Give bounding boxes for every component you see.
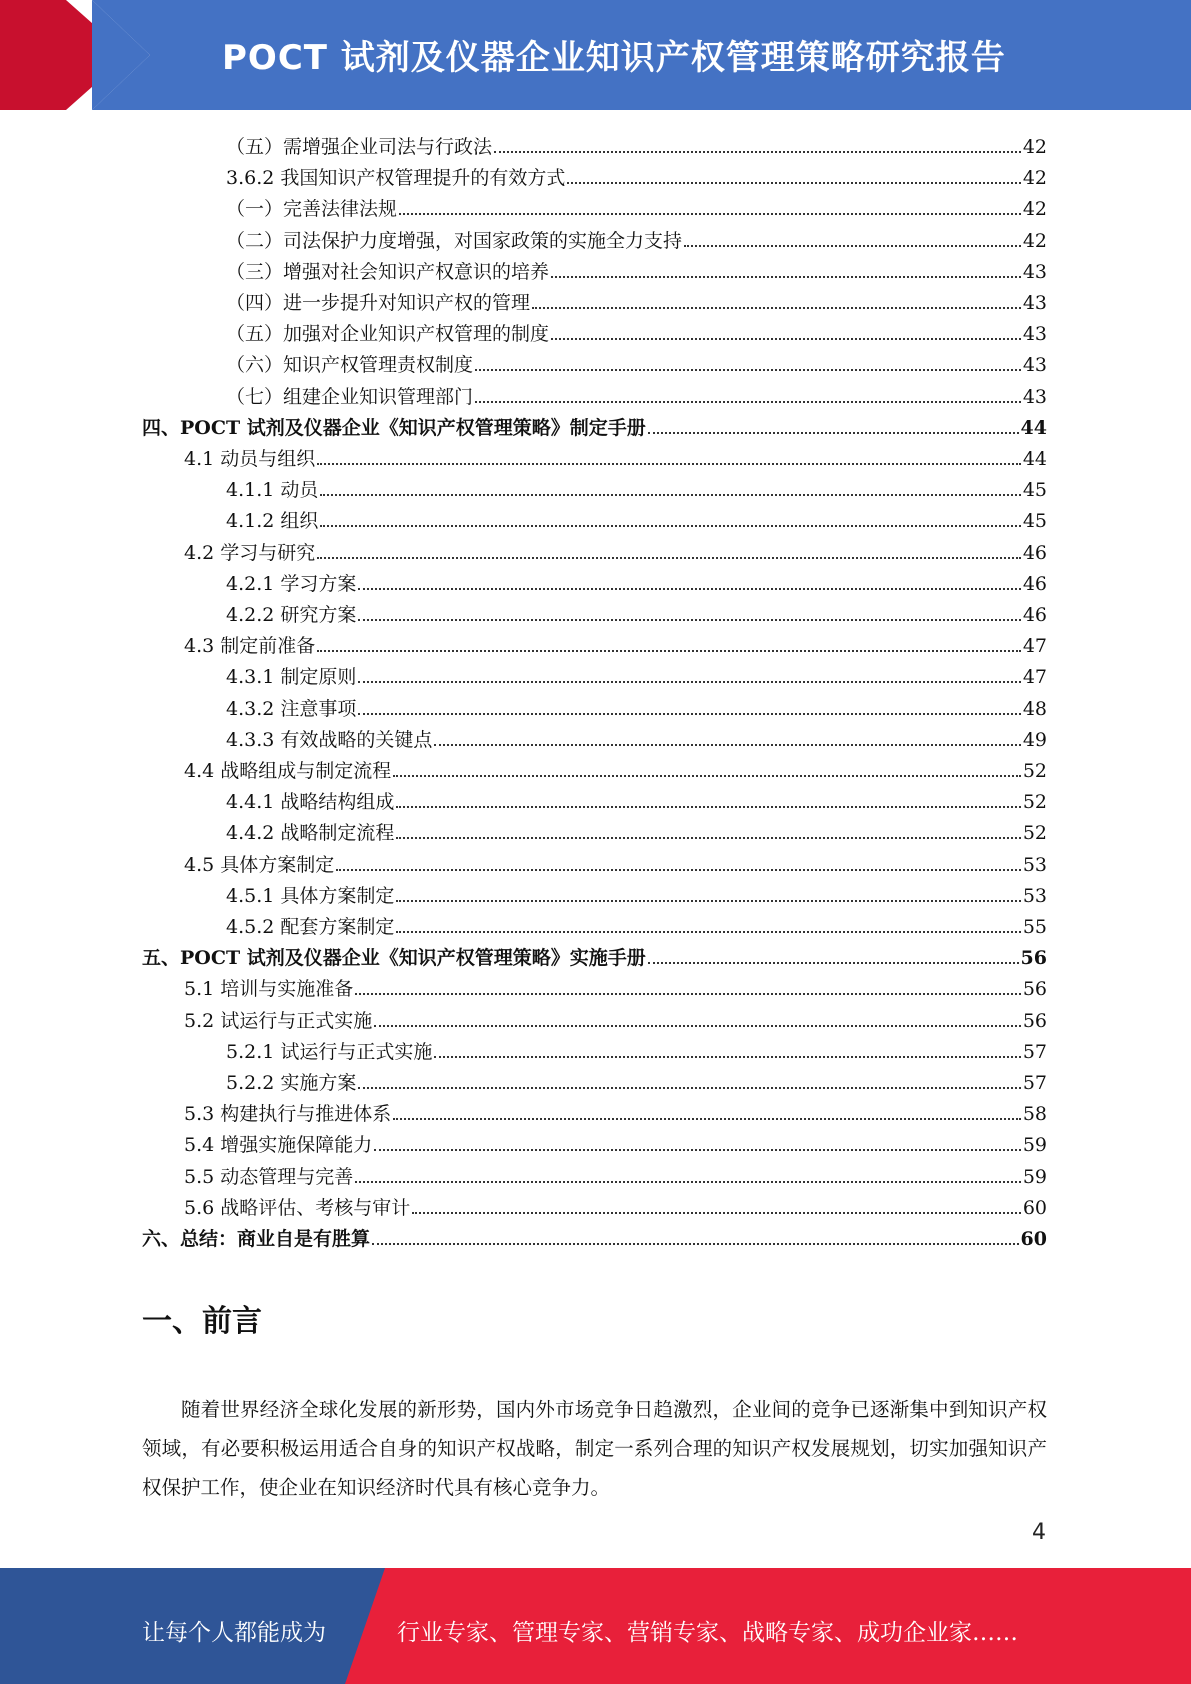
toc-entry-label: （二）司法保护力度增强，对国家政策的实施全力支持 [226, 229, 683, 252]
toc-entry[interactable] [226, 876, 1047, 907]
toc-leader-dots [396, 837, 1020, 839]
toc-leader-dots [532, 307, 1021, 309]
toc-leader-dots [317, 463, 1021, 465]
toc-entry-page: 57 [1022, 1072, 1047, 1094]
toc-entry-label: 4.3.1 制定原则 [226, 666, 357, 689]
toc-leader-dots [374, 1149, 1021, 1151]
toc-entry-label: 4.3.2 注意事项 [226, 697, 357, 720]
toc-entry[interactable] [184, 751, 1047, 782]
toc-entry-label: 4.4.2 战略制定流程 [226, 822, 395, 845]
toc-leader-dots [358, 588, 1020, 590]
toc-leader-dots [396, 931, 1020, 933]
toc-entry-page: 56 [1022, 1009, 1047, 1032]
toc-entry-label: 五、POCT 试剂及仪器企业《知识产权管理策略》实施手册 [142, 947, 646, 970]
toc-leader-dots [393, 775, 1021, 777]
toc-entry-page: 46 [1022, 572, 1047, 595]
toc-leader-dots [684, 245, 1021, 247]
toc-leader-dots [434, 744, 1020, 746]
toc-entry[interactable] [226, 907, 1047, 938]
toc-entry-label: （六）知识产权管理责权制度 [226, 354, 474, 377]
toc-entry-page: 57 [1022, 1040, 1047, 1063]
toc-leader-dots [317, 650, 1021, 652]
toc-entry[interactable] [226, 221, 1047, 252]
toc-entry-page: 52 [1022, 760, 1047, 782]
toc-leader-dots [393, 1118, 1021, 1120]
toc-entry-label: 4.4 战略组成与制定流程 [184, 760, 392, 782]
toc-entry-label: （三）增强对社会知识产权意识的培养 [226, 260, 550, 283]
section-title: 一、前言 [142, 1304, 262, 1339]
toc-entry-page: 45 [1022, 510, 1047, 533]
toc-leader-dots [374, 1025, 1021, 1027]
toc-entry-page: 42 [1022, 198, 1047, 221]
toc-leader-dots [551, 276, 1021, 278]
toc-entry[interactable] [184, 439, 1047, 470]
toc-entry-page: 43 [1022, 385, 1047, 408]
toc-entry-label: （一）完善法律法规 [226, 198, 398, 221]
toc-entry-label: 4.2.1 学习方案 [226, 572, 357, 595]
toc-entry[interactable] [226, 720, 1047, 751]
toc-entry[interactable] [184, 969, 1047, 1000]
toc-leader-dots [412, 1212, 1021, 1214]
toc-entry-label: 4.1.1 动员 [226, 479, 319, 502]
toc-leader-dots [434, 1056, 1020, 1058]
toc-entry-label: 六、总结：商业自是有胜算 [142, 1228, 371, 1250]
toc-entry[interactable] [226, 189, 1047, 220]
toc-entry-page: 60 [1020, 1228, 1047, 1250]
toc-leader-dots [358, 619, 1020, 621]
toc-entry-page: 43 [1022, 323, 1047, 346]
toc-entry-label: 5.6 战略评估、考核与审计 [184, 1196, 411, 1219]
toc-entry[interactable] [184, 845, 1047, 876]
toc-entry[interactable] [226, 283, 1047, 314]
paragraph-text: 随着世界经济全球化发展的新形势，国内外市场竞争日趋激烈，企业间的竞争已逐渐集中到知识产权领域，有必要积极运用适合自身的知识产权战略，制定一系列合理的知识产权发展规划，切实加强知识产权保护工作，使企业在知识经济时代具有核心竞争力。 [142, 1398, 1047, 1499]
page-header [0, 0, 1191, 110]
toc-entry-page: 55 [1022, 916, 1047, 938]
toc-entry-page: 56 [1020, 947, 1047, 970]
toc-entry-page: 59 [1022, 1165, 1047, 1188]
toc-entry-label: 5.2.1 试运行与正式实施 [226, 1040, 433, 1063]
toc-entry-label: （五）需增强企业司法与行政法 [226, 136, 493, 158]
toc-entry[interactable] [142, 408, 1047, 439]
toc-leader-dots [355, 1181, 1021, 1183]
toc-entry[interactable] [184, 1094, 1047, 1125]
toc-entry-page: 44 [1020, 416, 1047, 439]
toc-leader-dots [399, 213, 1021, 215]
toc-entry-page: 46 [1022, 604, 1047, 626]
toc-entry-label: 5.4 增强实施保障能力 [184, 1134, 373, 1157]
toc-leader-dots [336, 869, 1021, 871]
toc-entry[interactable] [226, 595, 1047, 626]
toc-leader-dots [358, 713, 1020, 715]
toc-entry[interactable] [226, 564, 1047, 595]
toc-entry-page: 45 [1022, 479, 1047, 502]
toc-entry-label: 4.5.1 具体方案制定 [226, 884, 395, 907]
footer-slogan-left: 让每个人都能成为 [142, 1620, 326, 1646]
toc-entry-label: （四）进一步提升对知识产权的管理 [226, 292, 531, 314]
toc-entry[interactable] [226, 314, 1047, 345]
toc-leader-dots [372, 1243, 1019, 1245]
toc-entry-page: 49 [1022, 728, 1047, 751]
toc-entry[interactable] [226, 470, 1047, 501]
toc-leader-dots [648, 432, 1019, 434]
footer-slogan-right: 行业专家、管理专家、营销专家、战略专家、成功企业家…… [397, 1620, 1018, 1646]
toc-entry-page: 58 [1022, 1103, 1047, 1126]
toc-entry-page: 48 [1022, 697, 1047, 720]
toc-entry-label: 4.1 动员与组织 [184, 448, 316, 470]
toc-entry-label: （七）组建企业知识管理部门 [226, 385, 474, 408]
toc-entry-page: 44 [1022, 448, 1047, 470]
toc-entry-page: 46 [1022, 541, 1047, 564]
toc-entry-page: 47 [1022, 635, 1047, 658]
body-paragraph [142, 1390, 1047, 1507]
toc-entry-label: 4.2 学习与研究 [184, 541, 316, 564]
toc-entry[interactable] [226, 158, 1047, 189]
toc-entry-page: 53 [1022, 853, 1047, 876]
toc-entry-label: 5.1 培训与实施准备 [184, 978, 354, 1001]
toc-entry[interactable] [226, 377, 1047, 408]
toc-entry[interactable] [184, 626, 1047, 657]
toc-entry[interactable] [226, 1032, 1047, 1063]
toc-entry-label: （五）加强对企业知识产权管理的制度 [226, 323, 550, 346]
toc-leader-dots [320, 525, 1020, 527]
toc-entry[interactable] [142, 1219, 1047, 1250]
toc-entry-page: 43 [1022, 260, 1047, 283]
header-title: POCT 试剂及仪器企业知识产权管理策略研究报告 [222, 38, 1006, 78]
toc-entry-page: 56 [1022, 978, 1047, 1001]
toc-entry[interactable] [226, 345, 1047, 376]
toc-leader-dots [475, 369, 1021, 371]
toc-leader-dots [396, 806, 1020, 808]
toc-entry-page: 42 [1022, 229, 1047, 252]
toc-entry-label: 4.4.1 战略结构组成 [226, 791, 395, 814]
toc-entry[interactable] [184, 1188, 1047, 1219]
toc-entry-page: 47 [1022, 666, 1047, 689]
page-number: 4 [1032, 1520, 1046, 1545]
toc-entry-page: 42 [1022, 167, 1047, 190]
toc-leader-dots [358, 681, 1020, 683]
toc-entry-label: 4.5 具体方案制定 [184, 853, 335, 876]
toc-leader-dots [396, 900, 1020, 902]
toc-entry[interactable] [226, 689, 1047, 720]
toc-entry-page: 60 [1022, 1196, 1047, 1219]
toc-entry-page: 42 [1022, 136, 1047, 158]
page-footer [0, 1568, 1191, 1684]
toc-entry-label: 4.3.3 有效战略的关键点 [226, 728, 433, 751]
toc-leader-dots [567, 182, 1020, 184]
toc-entry-label: 5.5 动态管理与完善 [184, 1165, 354, 1188]
toc-entry-label: 四、POCT 试剂及仪器企业《知识产权管理策略》制定手册 [142, 416, 646, 439]
toc-entry-label: 4.3 制定前准备 [184, 635, 316, 658]
toc-entry-page: 43 [1022, 292, 1047, 314]
toc-entry[interactable] [142, 938, 1047, 969]
toc-entry-label: 5.3 构建执行与推进体系 [184, 1103, 392, 1126]
toc-entry[interactable] [226, 501, 1047, 532]
toc-leader-dots [475, 401, 1021, 403]
toc-entry-page: 59 [1022, 1134, 1047, 1157]
toc-entry-page: 53 [1022, 884, 1047, 907]
toc-entry[interactable] [184, 1125, 1047, 1156]
toc-entry[interactable] [226, 782, 1047, 813]
toc-entry[interactable] [226, 252, 1047, 283]
toc-entry[interactable] [226, 813, 1047, 844]
toc-entry-page: 43 [1022, 354, 1047, 377]
toc-entry-label: 5.2 试运行与正式实施 [184, 1009, 373, 1032]
toc-entry[interactable] [226, 1063, 1047, 1094]
toc-entry-page: 52 [1022, 791, 1047, 814]
toc-leader-dots [494, 151, 1021, 153]
toc-leader-dots [551, 338, 1021, 340]
toc-entry-page: 52 [1022, 822, 1047, 845]
toc-entry-label: 4.5.2 配套方案制定 [226, 916, 395, 938]
toc-entry[interactable] [226, 657, 1047, 688]
toc-leader-dots [317, 557, 1021, 559]
toc-leader-dots [320, 494, 1020, 496]
toc-entry[interactable] [184, 533, 1047, 564]
toc-entry[interactable] [184, 1001, 1047, 1032]
toc-entry[interactable] [184, 1157, 1047, 1188]
toc-entry-label: 4.2.2 研究方案 [226, 604, 357, 626]
toc-leader-dots [648, 962, 1019, 964]
toc-leader-dots [358, 1087, 1020, 1089]
toc-entry-label: 3.6.2 我国知识产权管理提升的有效方式 [226, 167, 566, 190]
toc-leader-dots [355, 993, 1021, 995]
toc-entry[interactable] [226, 127, 1047, 158]
toc-entry-label: 5.2.2 实施方案 [226, 1072, 357, 1094]
toc-entry-label: 4.1.2 组织 [226, 510, 319, 533]
